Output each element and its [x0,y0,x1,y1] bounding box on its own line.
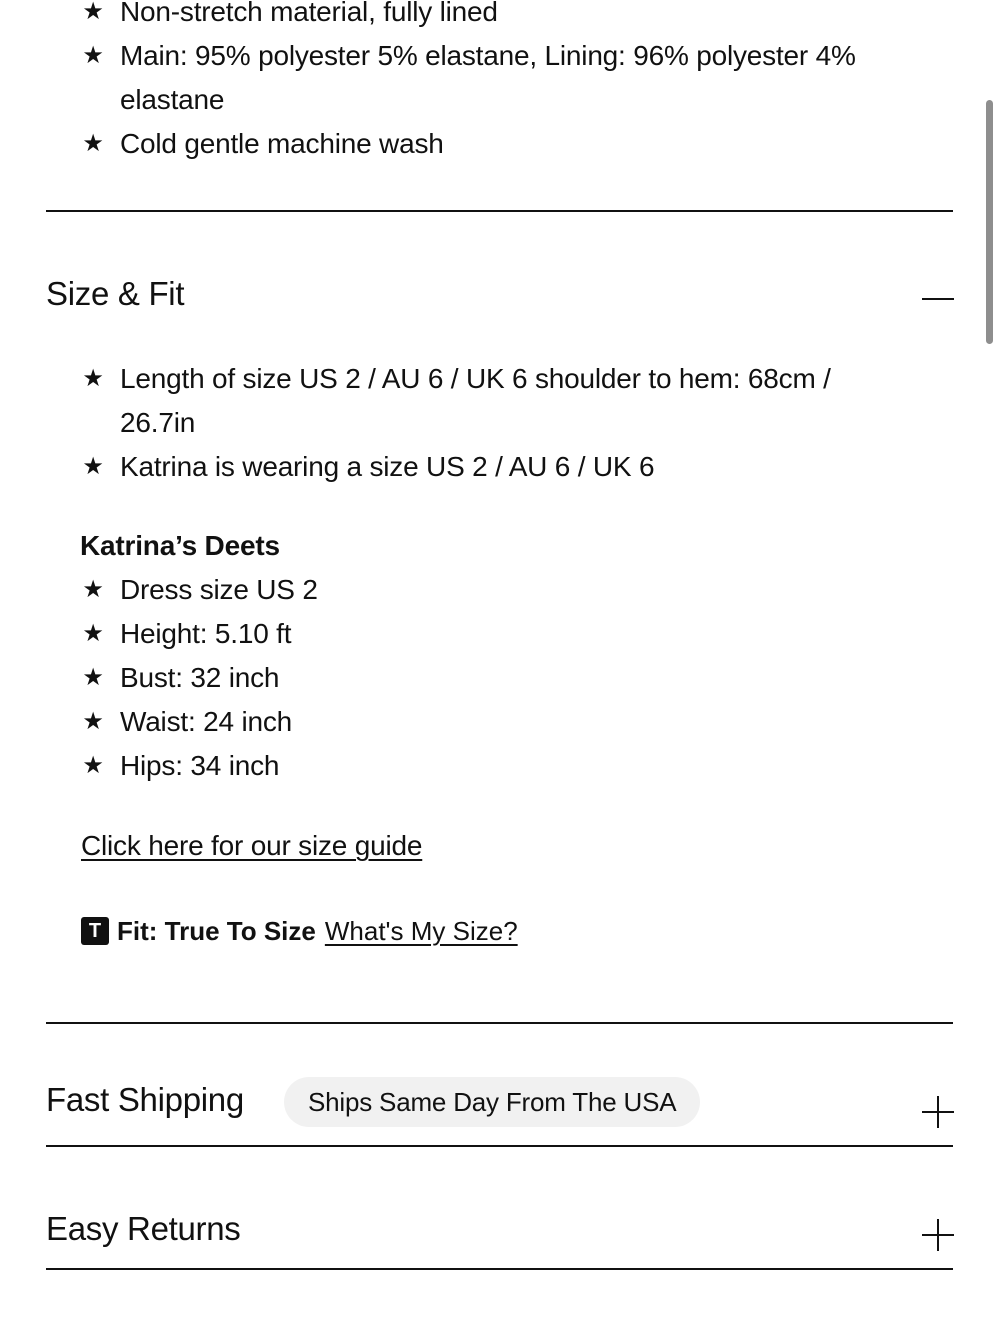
list-item [80,568,900,612]
plus-icon[interactable] [922,1096,954,1128]
section-divider [46,1268,953,1270]
list-item [80,34,900,122]
section-divider [46,1145,953,1147]
star-bullet-icon: ★ [82,576,104,603]
scrollbar-thumb[interactable] [986,100,993,344]
model-deets-heading: Katrina’s Deets [80,530,280,561]
minus-icon[interactable] [922,298,954,300]
details-list [80,0,900,166]
list-item-text: Hips: 34 inch [120,750,280,781]
list-item-text: Length of size US 2 / AU 6 / UK 6 shoulder to hem: 68cm / 26.7in [120,363,831,438]
star-bullet-icon: ★ [82,0,104,25]
list-item-text: Dress size US 2 [120,574,318,605]
size-guide-link[interactable]: Click here for our size guide [81,830,423,861]
list-item-text: Waist: 24 inch [120,706,293,737]
fit-label: Fit: True To Size [117,915,316,946]
list-item-text: Katrina is wearing a size US 2 / AU 6 / UK 6 [120,451,655,482]
star-bullet-icon: ★ [82,664,104,691]
star-bullet-icon: ★ [82,708,104,735]
star-bullet-icon: ★ [82,453,104,480]
section-divider [46,210,953,212]
size-fit-list [80,357,900,489]
list-item [80,612,900,656]
plus-icon[interactable] [922,1219,954,1251]
star-bullet-icon: ★ [82,752,104,779]
fit-indicator [81,911,518,951]
list-item-text: Main: 95% polyester 5% elastane, Lining: 96% polyester 4% elastane [120,40,856,115]
true-to-size-icon: T [81,917,109,945]
list-item [80,122,900,166]
section-divider [46,1022,953,1024]
list-item [80,744,900,788]
list-item-text: Bust: 32 inch [120,662,280,693]
easy-returns-title[interactable]: Easy Returns [46,1210,241,1247]
model-deets-list [80,568,900,788]
star-bullet-icon: ★ [82,620,104,647]
list-item [80,357,900,445]
fast-shipping-title[interactable]: Fast Shipping [46,1081,244,1118]
list-item-text: Cold gentle machine wash [120,128,444,159]
star-bullet-icon: ★ [82,365,104,392]
list-item-text: Non-stretch material, fully lined [120,0,498,27]
list-item [80,0,900,34]
list-item [80,656,900,700]
star-bullet-icon: ★ [82,42,104,69]
ships-same-day-badge: Ships Same Day From The USA [284,1077,700,1127]
size-fit-title[interactable]: Size & Fit [46,275,185,312]
list-item-text: Height: 5.10 ft [120,618,292,649]
star-bullet-icon: ★ [82,130,104,157]
list-item [80,445,900,489]
whats-my-size-link[interactable]: What's My Size? [324,915,518,946]
list-item [80,700,900,744]
